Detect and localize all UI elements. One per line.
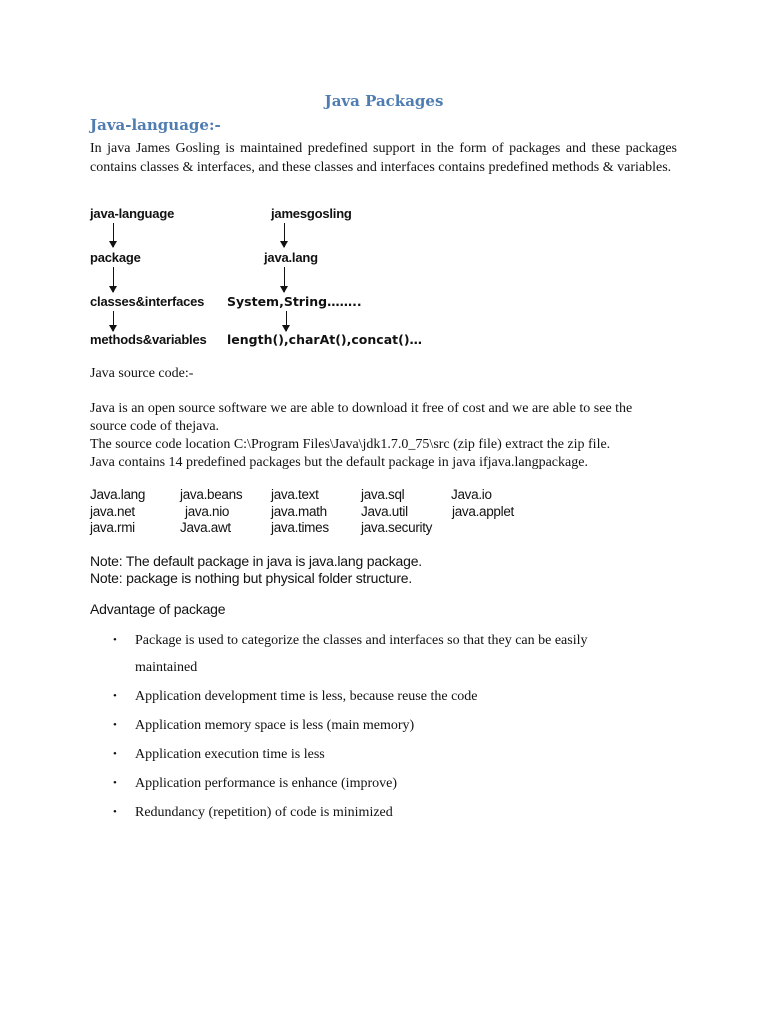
list-item-text: Redundancy (repetition) of code is minimized [135,805,393,820]
list-item-text: Application memory space is less (main memory) [135,718,415,733]
source-paragraph-line: Java is an open source software we are able to download it free of cost and we are able to see the [90,401,633,416]
package-name: java.net [90,504,135,519]
diagram-left-label: package [90,250,141,265]
package-name: java.nio [185,504,230,519]
list-item [108,683,668,710]
diagram-left-label: classes&interfaces [90,294,205,309]
package-name: java.rmi [90,520,135,535]
diagram-left-label: methods&variables [90,332,207,347]
down-arrow-icon [113,267,114,292]
down-arrow-icon [284,267,285,292]
package-name: Java.io [451,487,492,502]
advantage-heading: Advantage of package [90,601,226,617]
bullet-icon: • [113,777,117,789]
down-arrow-icon [113,311,114,331]
list-item [108,741,668,768]
diagram-right-label: java.lang [264,250,318,265]
package-name: Java.util [361,504,408,519]
package-name: Java.awt [180,520,231,535]
package-name: java.beans [180,487,243,502]
down-arrow-icon [286,311,287,331]
package-name: java.text [271,487,319,502]
default-package-line: Java contains 14 predefined packages but the default package in java ifjava.langpackage. [90,455,588,470]
bullet-icon: • [113,806,117,818]
source-location-line: The source code location C:\Program Files\Java\jdk1.7.0_75\src (zip file) extract the zip file. [90,437,611,452]
list-item [108,799,668,826]
down-arrow-icon [284,223,285,247]
bullet-icon: • [113,690,117,702]
bullet-icon: • [113,634,117,646]
package-name: java.applet [452,504,514,519]
list-item [108,712,668,739]
list-item-text: Application performance is enhance (improve) [135,776,398,791]
source-code-heading: Java source code:- [90,366,194,381]
bullet-icon: • [113,748,117,760]
note-package-structure: Note: package is nothing but physical folder structure. [90,570,413,586]
list-item-text-continued: maintained [135,660,198,675]
down-arrow-icon [113,223,114,247]
list-item [108,627,668,681]
intro-paragraph: In java James Gosling is maintained predefined support in the form of packages and these packages contains classes & interfaces, and these classes and interfaces contains predefined methods & variables. [90,141,677,175]
bullet-icon: • [113,719,117,731]
section-heading-java-language: Java-language:- [90,116,221,134]
advantage-list [108,627,668,828]
list-item-text: Application development time is less, because reuse the code [135,689,478,704]
diagram-right-label: System,String…….. [227,294,362,309]
package-name: java.math [271,504,327,519]
package-name: java.times [271,520,329,535]
list-item-text: Application execution time is less [135,747,325,762]
diagram-left-label: java-language [90,206,175,221]
document-title: Java Packages [324,92,444,110]
source-paragraph-line: source code of thejava. [90,419,220,434]
list-item-text: Package is used to categorize the classes and interfaces so that they can be easily [135,633,588,648]
package-name: java.sql [361,487,405,502]
diagram-right-label: length(),charAt(),concat()… [227,332,423,347]
note-default-package: Note: The default package in java is java.lang package. [90,553,422,569]
package-name: Java.lang [90,487,146,502]
list-item [108,770,668,797]
package-name: java.security [361,520,433,535]
diagram-right-label: jamesgosling [271,206,352,221]
